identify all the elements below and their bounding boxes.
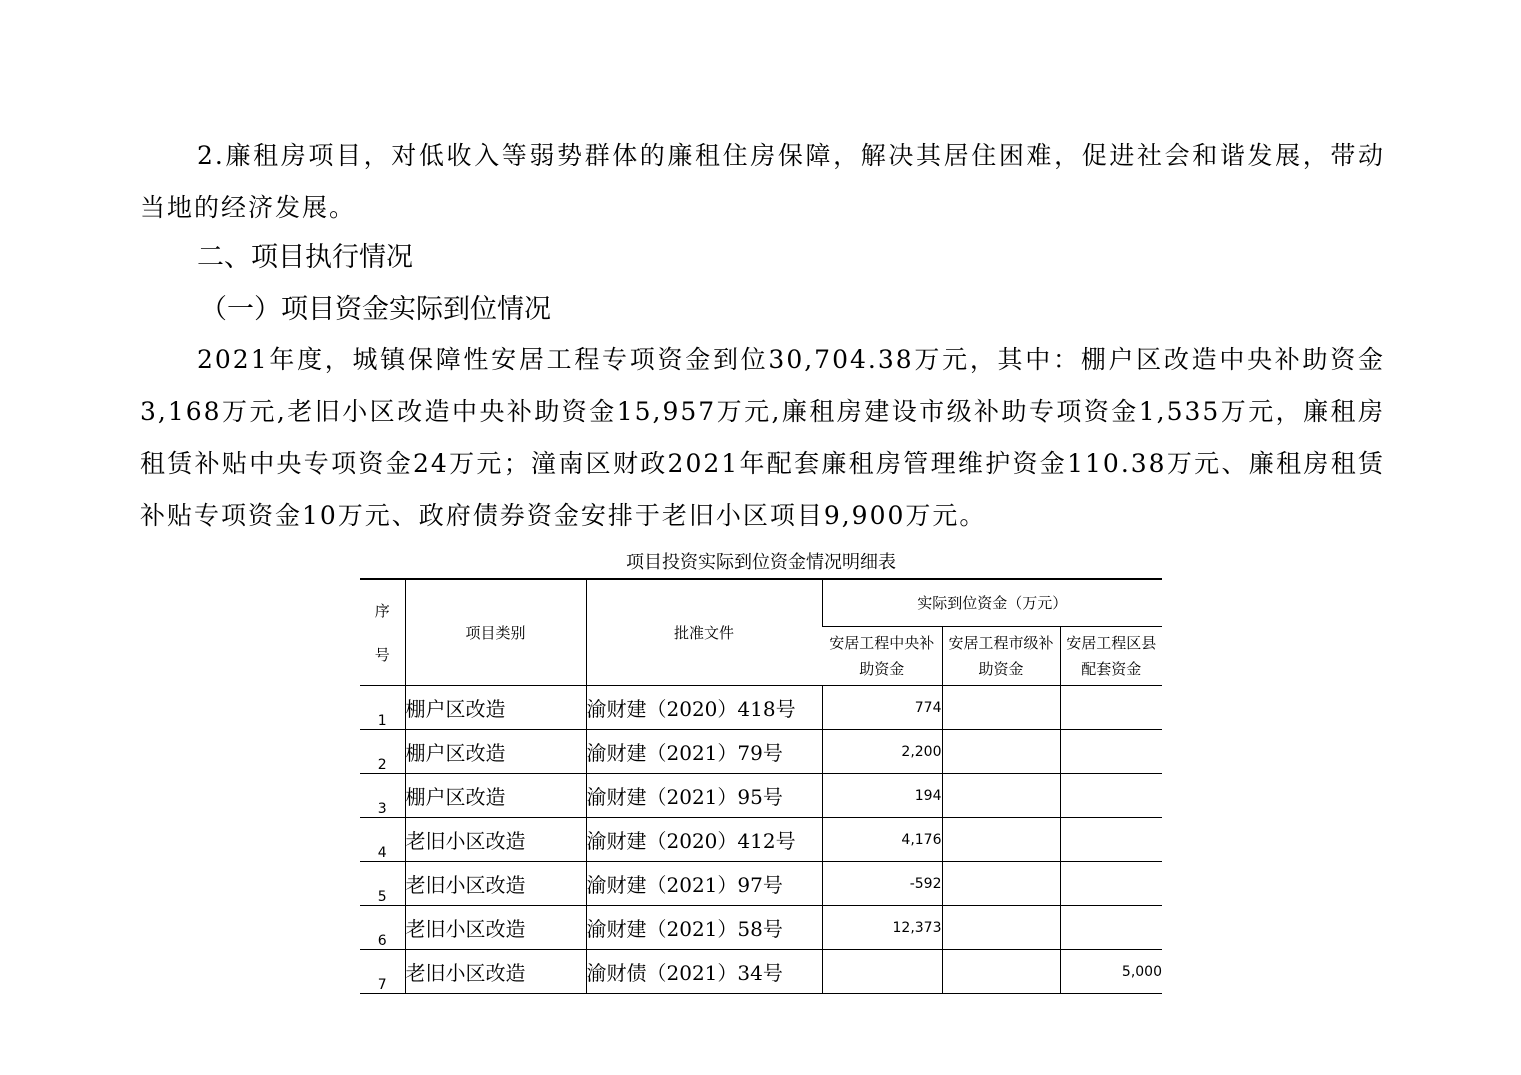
- row-county: [1060, 906, 1162, 950]
- row-county: [1060, 862, 1162, 906]
- row-seq: 7: [360, 950, 405, 994]
- row-document: 渝财建（2021）95号: [586, 774, 822, 818]
- row-central: 2,200: [822, 730, 942, 774]
- row-document: 渝财建（2020）418号: [586, 686, 822, 730]
- table-header-row: [360, 579, 1162, 627]
- header-municipal: 安居工程市级补助资金: [942, 627, 1060, 686]
- row-municipal: [942, 686, 1060, 730]
- row-municipal: [942, 862, 1060, 906]
- row-seq: 3: [360, 774, 405, 818]
- row-municipal: [942, 818, 1060, 862]
- header-document: 批准文件: [586, 579, 822, 686]
- row-county: [1060, 818, 1162, 862]
- row-central: 774: [822, 686, 942, 730]
- row-seq: 6: [360, 906, 405, 950]
- header-category: 项目类别: [405, 579, 586, 686]
- row-municipal: [942, 730, 1060, 774]
- row-central: [822, 950, 942, 994]
- row-document: 渝财建（2021）97号: [586, 862, 822, 906]
- row-central: 194: [822, 774, 942, 818]
- row-category: 老旧小区改造: [405, 818, 586, 862]
- section-heading: 二、项目执行情况: [197, 242, 413, 273]
- funding-paragraph: 2021年度，城镇保障性安居工程专项资金到位30,704.38万元，其中：棚户区改造中央补助资金3,168万元,老旧小区改造中央补助资金15,957万元,廉租房建设市级补助专项资金1,535万元，廉租房租赁补贴中央专项资金24万元；潼南区财政2021年配套廉租房管理维护资金110.38万元、廉租房租赁补贴专项资金10万元、政府债券资金安排于老旧小区项目9,900万元。: [140, 345, 1385, 530]
- table-caption: 项目投资实际到位资金情况明细表: [626, 552, 896, 573]
- header-funds-group: 实际到位资金（万元）: [822, 579, 1162, 627]
- row-category: 老旧小区改造: [405, 906, 586, 950]
- row-central: 4,176: [822, 818, 942, 862]
- row-document: 渝财建（2021）58号: [586, 906, 822, 950]
- table-row: [360, 686, 1162, 730]
- funding-detail-table: [360, 578, 1162, 994]
- row-category: 棚户区改造: [405, 730, 586, 774]
- row-central: 12,373: [822, 906, 942, 950]
- header-seq-top: 序: [374, 601, 390, 620]
- row-document: 渝财债（2021）34号: [586, 950, 822, 994]
- row-category: 棚户区改造: [405, 686, 586, 730]
- header-seq-bottom: 号: [374, 645, 390, 664]
- row-central: -592: [822, 862, 942, 906]
- row-category: 棚户区改造: [405, 774, 586, 818]
- row-seq: 1: [360, 686, 405, 730]
- intro-paragraph: 2.廉租房项目，对低收入等弱势群体的廉租住房保障，解决其居住困难，促进社会和谐发展，带动当地的经济发展。: [140, 141, 1385, 222]
- row-document: 渝财建（2020）412号: [586, 818, 822, 862]
- table-row: [360, 730, 1162, 774]
- row-seq: 2: [360, 730, 405, 774]
- table-row: [360, 818, 1162, 862]
- row-county: 5,000: [1060, 950, 1162, 994]
- table-row: [360, 774, 1162, 818]
- row-county: [1060, 774, 1162, 818]
- row-municipal: [942, 774, 1060, 818]
- table-row: [360, 950, 1162, 994]
- subsection-heading: （一）项目资金实际到位情况: [200, 294, 551, 325]
- row-document: 渝财建（2021）79号: [586, 730, 822, 774]
- row-municipal: [942, 906, 1060, 950]
- row-category: 老旧小区改造: [405, 862, 586, 906]
- row-category: 老旧小区改造: [405, 950, 586, 994]
- header-central: 安居工程中央补助资金: [822, 627, 942, 686]
- table-row: [360, 862, 1162, 906]
- row-county: [1060, 730, 1162, 774]
- header-county: 安居工程区县配套资金: [1060, 627, 1162, 686]
- row-seq: 4: [360, 818, 405, 862]
- row-seq: 5: [360, 862, 405, 906]
- table-row: [360, 906, 1162, 950]
- row-county: [1060, 686, 1162, 730]
- header-seq: [360, 579, 405, 686]
- row-municipal: [942, 950, 1060, 994]
